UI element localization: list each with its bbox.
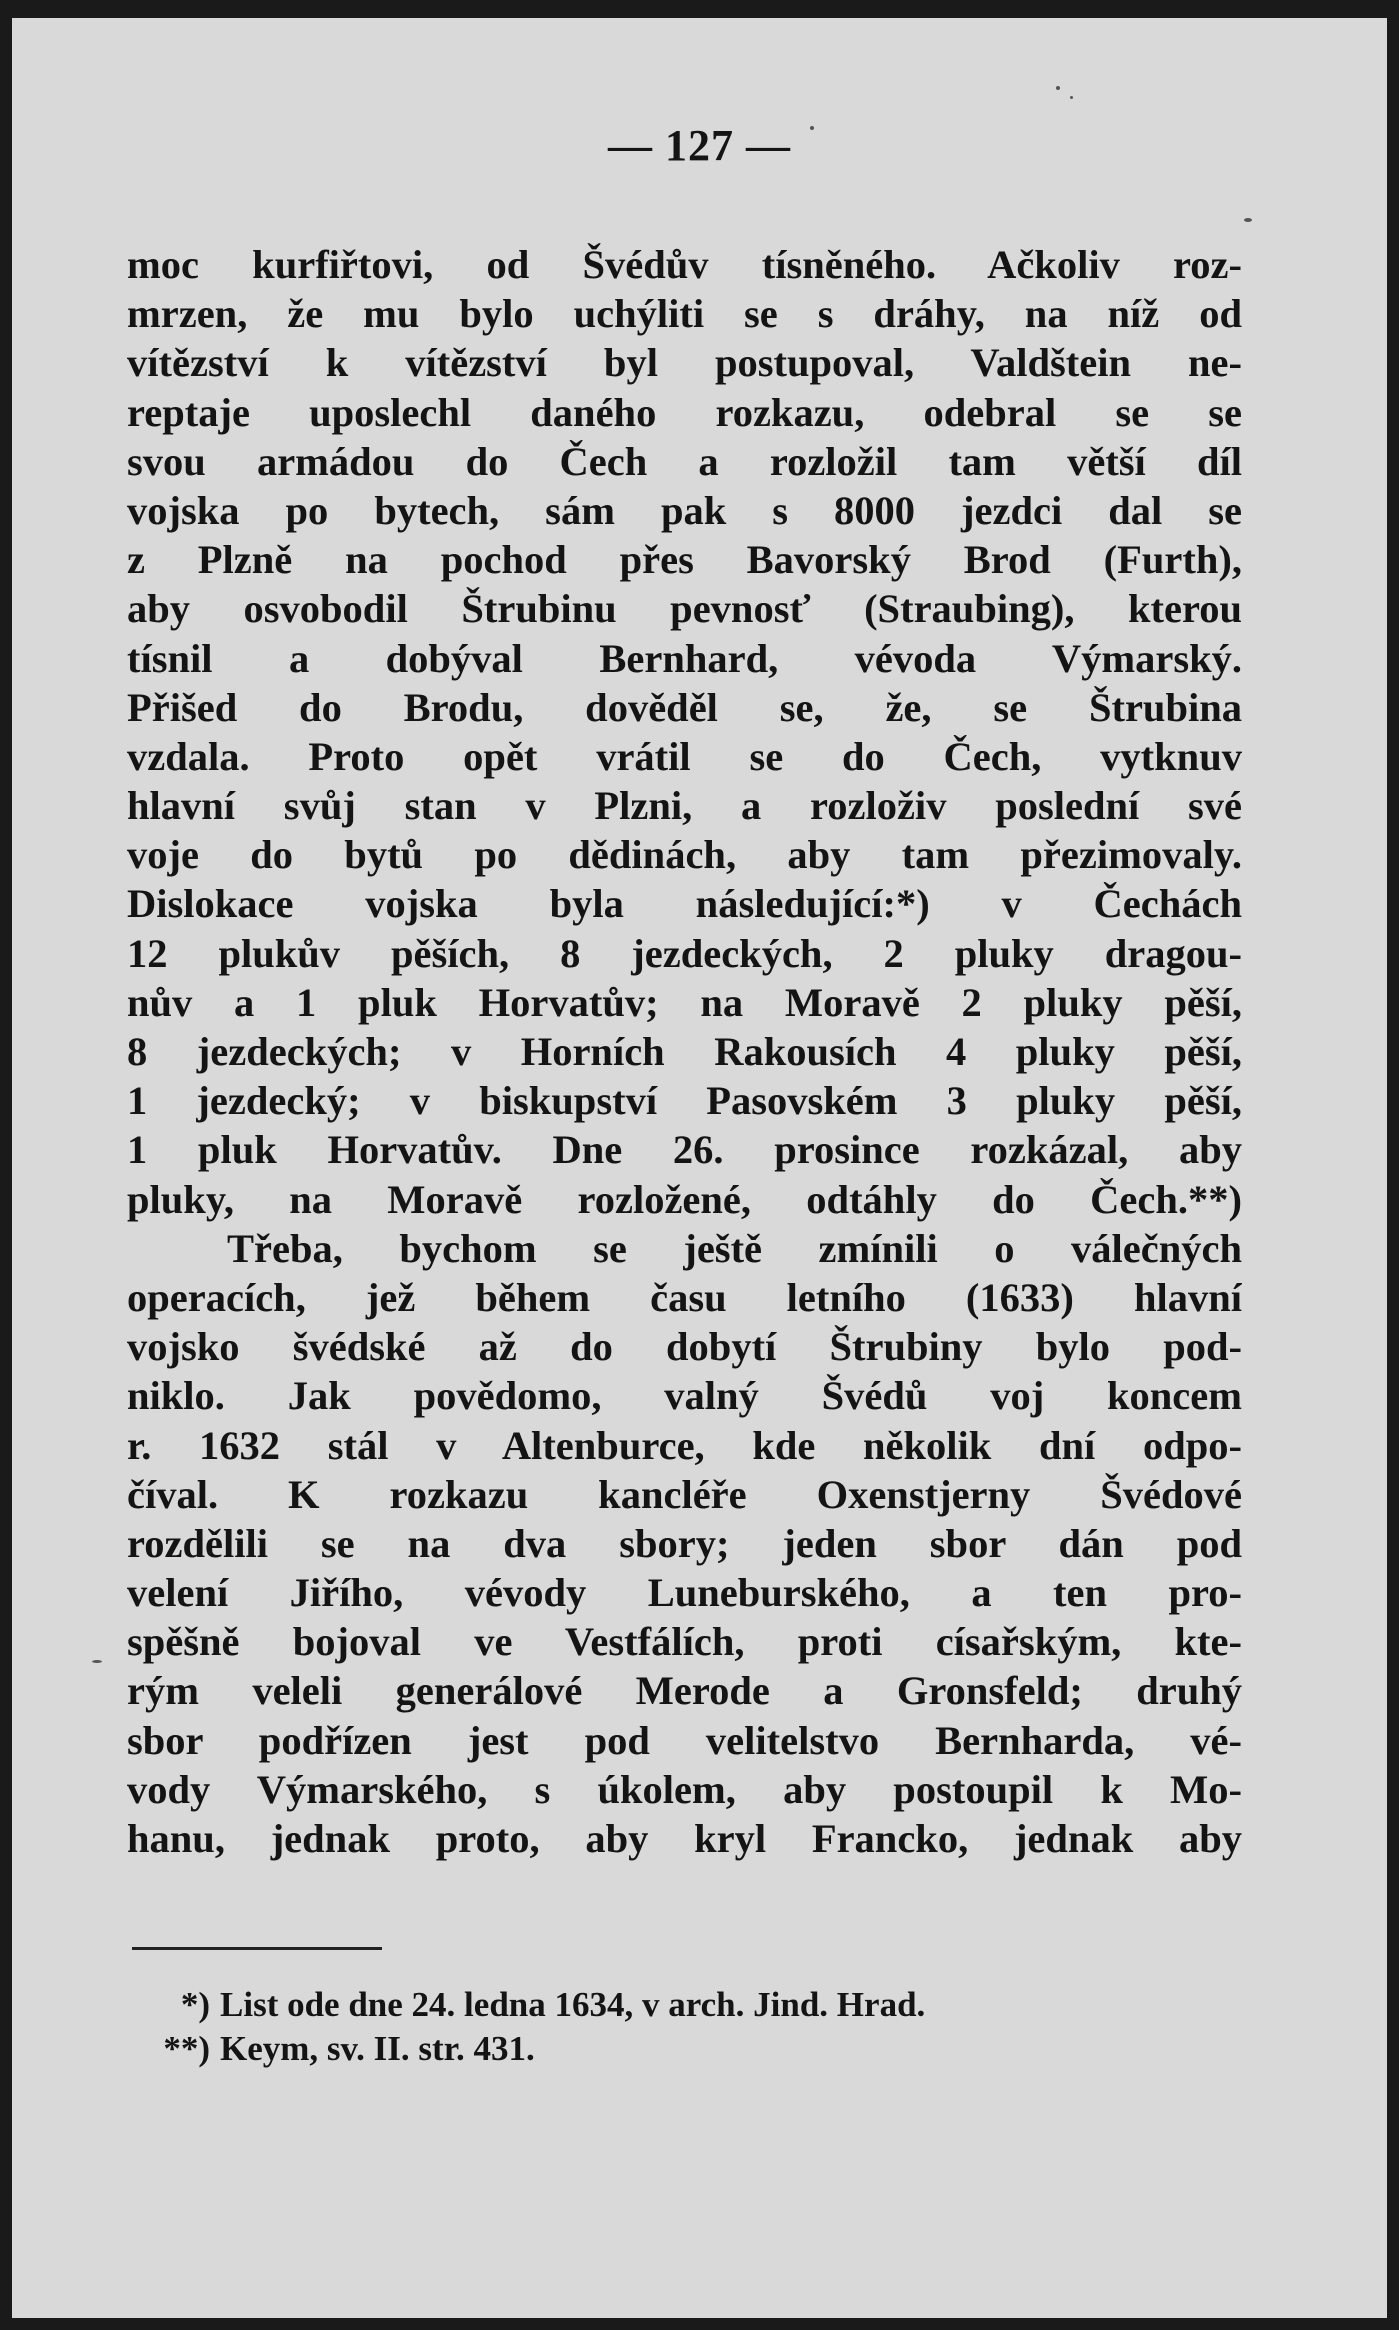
footnote-mark: *) bbox=[180, 1985, 210, 2024]
text-line: aby osvobodil Štrubinu pevnosť (Straubing), kterou bbox=[127, 586, 1242, 632]
dust-speck bbox=[1056, 86, 1060, 90]
text-line: spěšně bojoval ve Vestfálích, proti císařským, kte- bbox=[127, 1619, 1242, 1665]
book-page bbox=[12, 18, 1387, 2318]
dust-speck bbox=[1070, 96, 1073, 99]
text-line: moc kurfiřtovi, od Švédův tísněného. Ačkoliv roz- bbox=[127, 242, 1242, 287]
text-line: mrzen, že mu bylo uchýliti se s dráhy, na níž od bbox=[127, 291, 1242, 337]
text-line: sbor podřízen jest pod velitelstvo Bernharda, vé- bbox=[127, 1717, 1242, 1763]
text-line: Dislokace vojska byla následující:*) v Čechách bbox=[127, 881, 1242, 927]
text-line: číval. K rozkazu kancléře Oxenstjerny Švédové bbox=[127, 1471, 1242, 1517]
text-line: vojsko švédské až do dobytí Štrubiny bylo pod- bbox=[127, 1324, 1242, 1370]
text-line: vody Výmarského, s úkolem, aby postoupil k Mo- bbox=[127, 1766, 1242, 1812]
text-line: 1 jezdecký; v biskupství Pasovském 3 pluky pěší, bbox=[127, 1078, 1242, 1124]
text-line: z Plzně na pochod přes Bavorský Brod (Furth), bbox=[127, 537, 1242, 583]
text-line: vzdala. Proto opět vrátil se do Čech, vytknuv bbox=[127, 733, 1242, 779]
text-line: rým veleli generálové Merode a Gronsfeld; druhý bbox=[127, 1668, 1242, 1714]
text-line: voje do bytů po dědinách, aby tam přezimovaly. bbox=[127, 832, 1242, 878]
text-line: hanu, jednak proto, aby kryl Francko, jednak aby bbox=[127, 1816, 1242, 1861]
footnote bbox=[172, 1983, 925, 2027]
text-line: 8 jezdeckých; v Horních Rakousích 4 pluky pěší, bbox=[127, 1029, 1242, 1074]
footnotes bbox=[163, 1983, 926, 2071]
text-line: niklo. Jak povědomo, valný Švédů voj koncem bbox=[127, 1373, 1242, 1419]
text-line: svou armádou do Čech a rozložil tam větší díl bbox=[127, 438, 1242, 484]
body-text bbox=[127, 240, 1242, 1863]
dust-speck bbox=[1244, 218, 1252, 222]
text-line: Přišed do Brodu, dověděl se, že, se Štrubina bbox=[127, 684, 1242, 730]
text-line: operacích, jež během času letního (1633) hlavní bbox=[127, 1274, 1242, 1320]
footnote-text: List ode dne 24. ledna 1634, v arch. Jind. Hrad. bbox=[220, 1985, 926, 2024]
text-line: 1 pluk Horvatův. Dne 26. prosince rozkázal, aby bbox=[127, 1127, 1242, 1173]
dust-speck bbox=[92, 1660, 102, 1663]
footnote-mark: **) bbox=[163, 2029, 210, 2068]
footnote-separator bbox=[132, 1947, 382, 1950]
text-line: velení Jiřího, vévody Luneburského, a ten pro- bbox=[127, 1570, 1242, 1616]
text-line: nův a 1 pluk Horvatův; na Moravě 2 pluky pěší, bbox=[127, 979, 1242, 1025]
text-line: hlavní svůj stan v Plzni, a rozloživ poslední své bbox=[127, 783, 1242, 829]
text-line: reptaje uposlechl daného rozkazu, odebral se se bbox=[127, 389, 1242, 435]
page-number: — 127 — bbox=[608, 121, 791, 170]
text-line: 12 plukův pěších, 8 jezdeckých, 2 pluky dragou- bbox=[127, 930, 1242, 976]
footnote bbox=[163, 2027, 925, 2071]
text-line: vojska po bytech, sám pak s 8000 jezdci dal se bbox=[127, 487, 1242, 533]
text-line: vítězství k vítězství byl postupoval, Valdštein ne- bbox=[127, 340, 1242, 386]
text-line: pluky, na Moravě rozložené, odtáhly do Čech.**) bbox=[127, 1176, 1242, 1222]
text-line: Třeba, bychom se ještě zmínili o válečných bbox=[227, 1225, 1242, 1271]
dust-speck bbox=[810, 126, 814, 130]
text-line: r. 1632 stál v Altenburce, kde několik dní odpo- bbox=[127, 1422, 1242, 1468]
text-line: tísnil a dobýval Bernhard, vévoda Výmarský. bbox=[127, 635, 1242, 681]
footnote-text: Keym, sv. II. str. 431. bbox=[220, 2029, 535, 2068]
text-line: rozdělili se na dva sbory; jeden sbor dán pod bbox=[127, 1520, 1242, 1566]
